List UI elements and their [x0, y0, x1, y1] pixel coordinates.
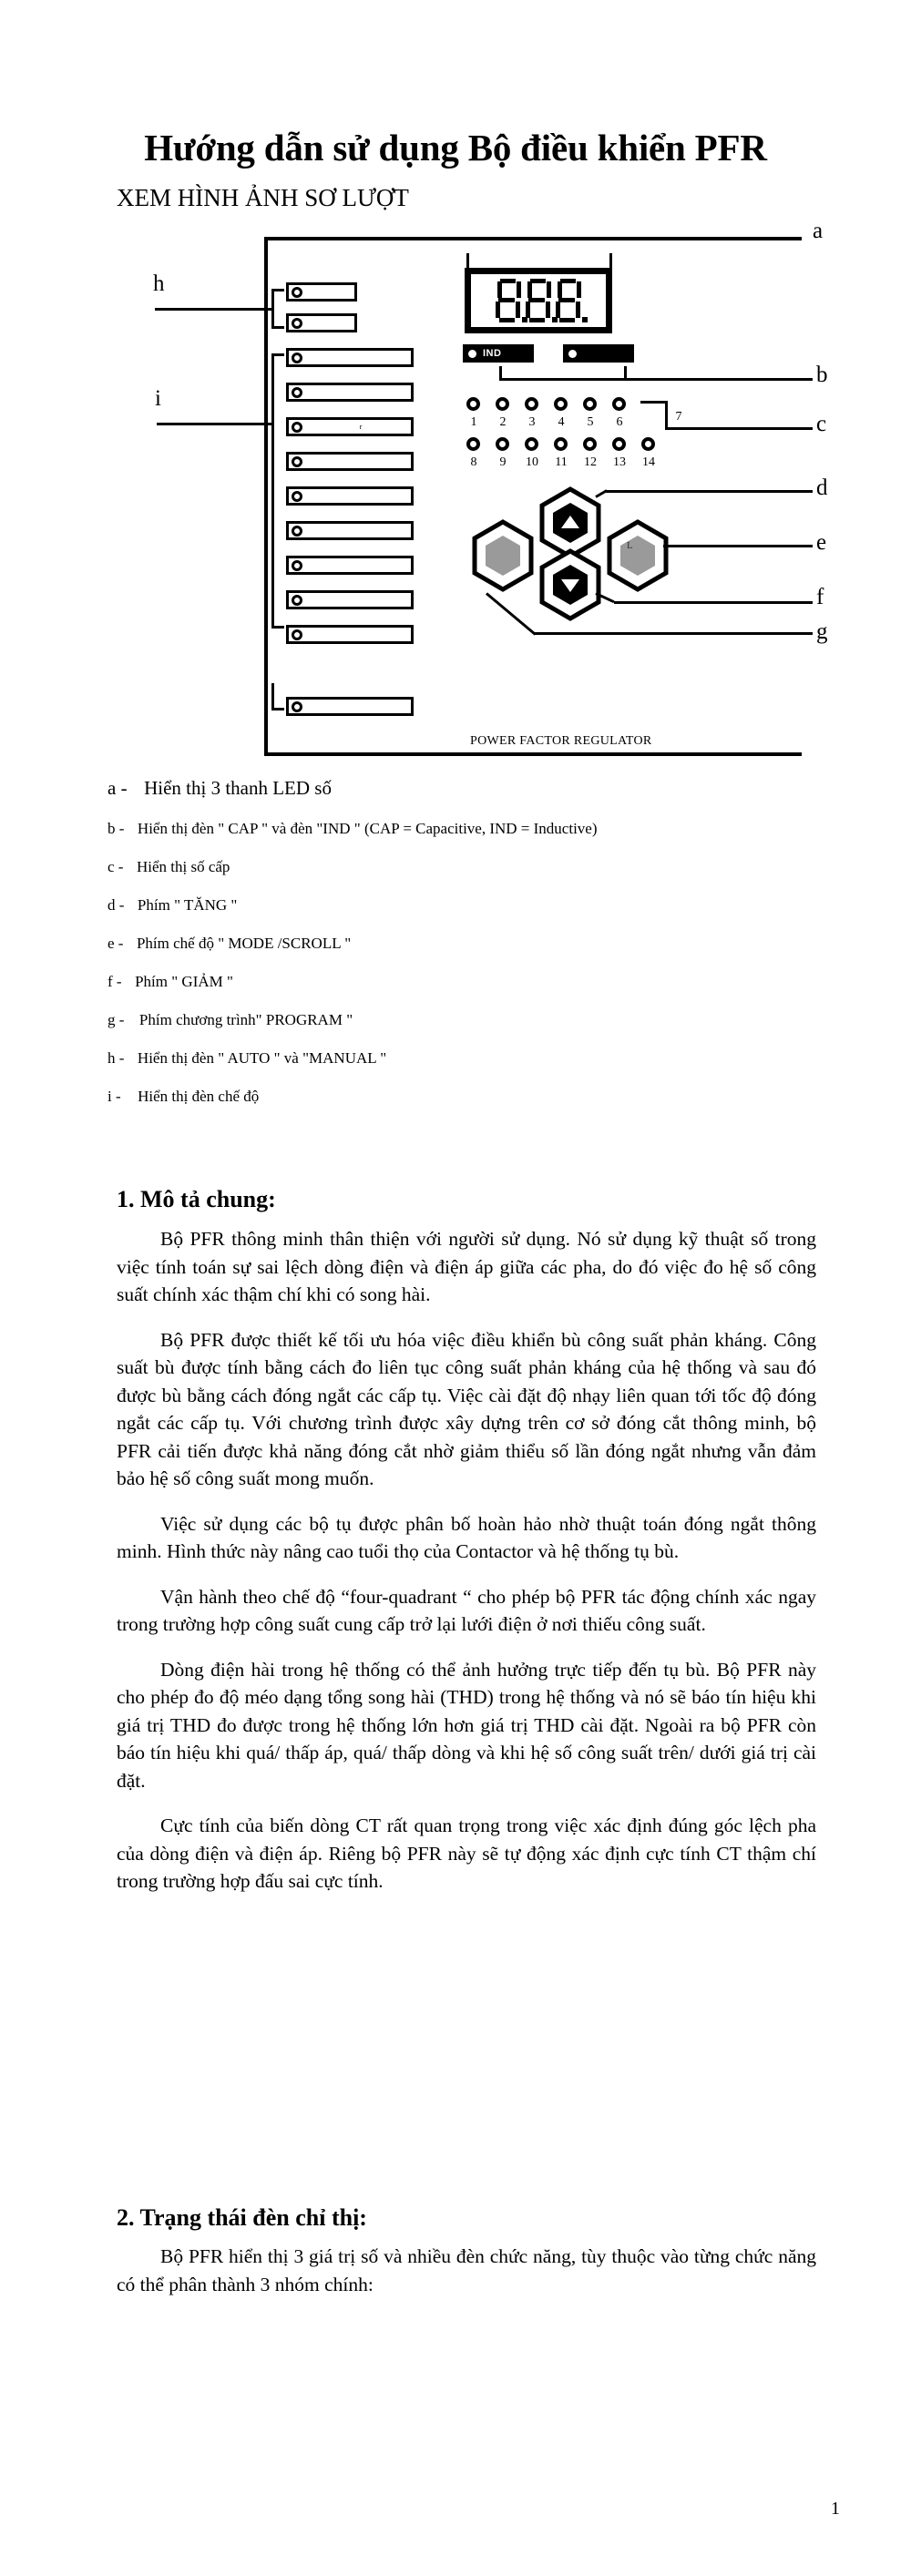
led-bar-mode-6 — [286, 521, 414, 540]
led-bar-mode-7 — [286, 556, 414, 575]
callout-e: e — [816, 530, 827, 555]
numbered-led-label-9: 9 — [499, 455, 507, 469]
led-bar-mode-1 — [286, 348, 414, 367]
legend-list — [107, 779, 836, 1127]
bracket-a — [466, 253, 612, 268]
numbered-led-label-11: 11 — [555, 455, 568, 469]
paragraph: Bộ PFR hiển thị 3 giá trị số và nhiều đèn chức năng, tùy thuộc vào từng chức năng có thể phân thành 3 nhóm chính: — [117, 2245, 816, 2295]
callout-g: g — [816, 619, 828, 644]
led-dot — [292, 422, 302, 433]
numbered-led-label-5: 5 — [587, 415, 594, 429]
led-bar-mode-5 — [286, 486, 414, 506]
led-dot — [292, 318, 302, 329]
legend-key-g: g - — [107, 1011, 125, 1028]
numbered-led-1 — [466, 397, 480, 411]
led-bar-mode-2 — [286, 383, 414, 402]
seg-digit-2 — [526, 279, 551, 322]
legend-key-d: d - — [107, 896, 125, 914]
section-1-heading: 1. Mô tả chung: — [117, 1186, 276, 1212]
page-number: 1 — [831, 2499, 840, 2519]
down-button[interactable] — [537, 548, 603, 623]
led-bar-text: r — [359, 423, 363, 431]
legend-text-d: Phím " TĂNG " — [137, 896, 238, 914]
legend-item-h — [107, 1050, 836, 1066]
leader-e — [663, 545, 813, 547]
legend-item-a — [107, 779, 836, 798]
bracket-i-bottom — [271, 683, 284, 710]
device-caption: POWER FACTOR REGULATOR — [470, 734, 652, 748]
program-button[interactable] — [605, 519, 670, 594]
led-dot — [292, 387, 302, 398]
led-dot — [292, 560, 302, 571]
callout-d: d — [816, 475, 828, 500]
callout-7: 7 — [675, 410, 682, 424]
section-2-heading: 2. Trạng thái đèn chỉ thị: — [117, 2204, 367, 2231]
led-dot — [292, 701, 302, 712]
led-bar-mode-4 — [286, 452, 414, 471]
leader-h — [155, 308, 271, 311]
numbered-led-label-14: 14 — [642, 455, 655, 469]
legend-text-b: Hiển thị đèn " CAP " và đèn "IND " (CAP = Capacitive, IND = Inductive) — [137, 820, 598, 837]
indicator-bar-cap — [563, 344, 634, 363]
numbered-led-6 — [612, 397, 626, 411]
leader-f-2 — [614, 601, 813, 604]
bracket-b — [499, 366, 627, 381]
legend-key-b: b - — [107, 820, 125, 837]
callout-c: c — [816, 412, 827, 436]
callout-a: a — [813, 219, 824, 243]
numbered-led-label-1: 1 — [470, 415, 477, 429]
numbered-led-5 — [583, 397, 597, 411]
led-dot — [292, 629, 302, 640]
legend-key-f: f - — [107, 973, 122, 990]
legend-text-c: Hiển thị số cấp — [136, 858, 230, 875]
legend-key-a: a - — [107, 777, 128, 799]
numbered-led-9 — [496, 437, 509, 451]
seg-digit-1 — [496, 279, 521, 322]
legend-text-f: Phím " GIẢM " — [135, 973, 233, 990]
led-dot — [292, 287, 302, 298]
legend-text-a: Hiển thị 3 thanh LED số — [144, 777, 332, 799]
section-1-body — [117, 1225, 816, 1896]
led-bar-auto — [286, 282, 357, 302]
numbered-led-label-4: 4 — [558, 415, 565, 429]
led-dot — [292, 526, 302, 537]
section-2-body — [117, 2243, 816, 2298]
leader-c-2 — [665, 401, 668, 430]
led-dot — [292, 595, 302, 606]
cap-led-dot — [568, 350, 577, 358]
numbered-led-8 — [466, 437, 480, 451]
legend-item-f — [107, 974, 836, 989]
page-subtitle: XEM HÌNH ẢNH SƠ LƯỢT — [117, 184, 409, 211]
legend-item-e — [107, 935, 836, 951]
led-bar-manual — [286, 313, 357, 332]
numbered-led-10 — [525, 437, 538, 451]
callout-h: h — [153, 271, 165, 296]
paragraph: Cực tính của biến dòng CT rất quan trọng trong việc xác định đúng góc lệch pha của dòng điện và điện áp. Riêng bộ PFR này sẽ tự động xác định cực tính CT thậm chí trong trường hợp đấu sai cực tính. — [117, 1814, 816, 1893]
leader-g-2 — [534, 632, 813, 635]
seven-segment-display — [465, 268, 612, 333]
legend-text-g: Phím chương trình" PROGRAM " — [138, 1011, 353, 1028]
led-bar-mode-9 — [286, 625, 414, 644]
led-bar-mode-8 — [286, 590, 414, 609]
legend-item-c — [107, 859, 836, 874]
numbered-led-label-8: 8 — [470, 455, 477, 469]
bracket-h — [271, 289, 284, 329]
numbered-led-label-13: 13 — [613, 455, 626, 469]
paragraph: Vận hành theo chế độ “four-quadrant “ cho phép bộ PFR tác động chính xác ngay trong trường hợp công suất cung cấp trở lại lưới điện ở nơi thiếu công suất. — [117, 1585, 816, 1636]
led-dot — [292, 491, 302, 502]
legend-item-b — [107, 821, 836, 836]
bracket-i — [271, 353, 284, 629]
numbered-led-12 — [583, 437, 597, 451]
led-dot — [292, 353, 302, 363]
callout-b: b — [816, 363, 828, 387]
paragraph: Dòng điện hài trong hệ thống có thể ảnh hưởng trực tiếp đến tụ bù. Bộ PFR này cho phép đo độ méo dạng tổng song hài (THD) trong hệ thống và nó sẽ báo tín hiệu khi giá trị THD đo được trong hệ thống lớn hơn giá trị THD cài đặt. Ngoài ra bộ PFR còn báo tín hiệu khi quá/ thấp áp, quá/ thấp dòng và khi hệ số công suất trên/ dưới giá trị cài đặt. — [117, 1658, 816, 1792]
device-diagram — [109, 219, 828, 811]
numbered-led-11 — [554, 437, 568, 451]
paragraph: Bộ PFR được thiết kế tối ưu hóa việc điều khiển bù công suất phản kháng. Công suất bù được tính bằng cách đo liên tục công suất phản kháng của hệ thống và sau đó được bù bằng cách đóng ngắt các cấp tụ. Việc cài đặt độ nhạy liên quan tới tốc độ đóng ngắt các cấp tụ. Với chương trình được xây dựng trên cơ sở đóng cắt thông minh, bộ PFR cải tiến được khả năng đóng cắt nhờ giảm thiểu số lần đóng ngắt nhưng vẫn đảm bảo hệ số công suất mong muốn. — [117, 1328, 816, 1490]
leader-i — [157, 423, 271, 425]
numbered-led-label-2: 2 — [499, 415, 507, 429]
numbered-led-label-3: 3 — [528, 415, 536, 429]
leader-c-3 — [665, 427, 813, 430]
leader-d-2 — [606, 490, 813, 493]
numbered-led-3 — [525, 397, 538, 411]
legend-key-c: c - — [107, 858, 124, 875]
ind-led-dot — [468, 350, 476, 358]
leader-b — [625, 378, 813, 381]
leader-c-1 — [640, 401, 668, 404]
legend-item-g — [107, 1012, 836, 1027]
numbered-led-14 — [641, 437, 655, 451]
legend-item-d — [107, 897, 836, 913]
panel-top-edge — [264, 237, 802, 240]
legend-text-e: Phím chế độ " MODE /SCROLL " — [136, 935, 352, 952]
numbered-led-label-12: 12 — [584, 455, 597, 469]
legend-item-i — [107, 1089, 836, 1104]
legend-text-i: Hiển thị đèn chế độ — [138, 1088, 260, 1105]
led-bar-mode-3 — [286, 417, 414, 436]
paragraph: Việc sử dụng các bộ tụ được phân bố hoàn hảo nhờ thuật toán đóng ngắt thông minh. Hình thức này nâng cao tuổi thọ của Contactor và hệ thống tụ bù. — [117, 1512, 816, 1563]
indicator-bar-ind — [463, 344, 534, 363]
numbered-led-13 — [612, 437, 626, 451]
numbered-led-label-6: 6 — [616, 415, 623, 429]
callout-f: f — [816, 585, 824, 609]
numbered-led-4 — [554, 397, 568, 411]
led-bar-mode-10 — [286, 697, 414, 716]
paragraph: Bộ PFR thông minh thân thiện với người sử dụng. Nó sử dụng kỹ thuật số trong việc tính toán sự sai lệch dòng điện và điện áp giữa các pha, do đó việc đo hệ số công suất chính xác thậm chí khi có song hài. — [117, 1228, 816, 1306]
legend-text-h: Hiển thị đèn " AUTO " và "MANUAL " — [137, 1049, 387, 1067]
ind-label: IND — [483, 348, 502, 359]
numbered-led-label-10: 10 — [526, 455, 538, 469]
legend-key-h: h - — [107, 1049, 125, 1067]
legend-key-e: e - — [107, 935, 124, 952]
led-dot — [292, 456, 302, 467]
page-title: Hướng dẫn sử dụng Bộ điều khiển PFR — [144, 127, 767, 169]
legend-key-i: i - — [107, 1088, 121, 1105]
seg-digit-3 — [556, 279, 581, 322]
callout-i: i — [155, 386, 161, 411]
svg-text:L: L — [627, 540, 633, 551]
mode-scroll-button[interactable] — [470, 519, 536, 594]
numbered-led-2 — [496, 397, 509, 411]
